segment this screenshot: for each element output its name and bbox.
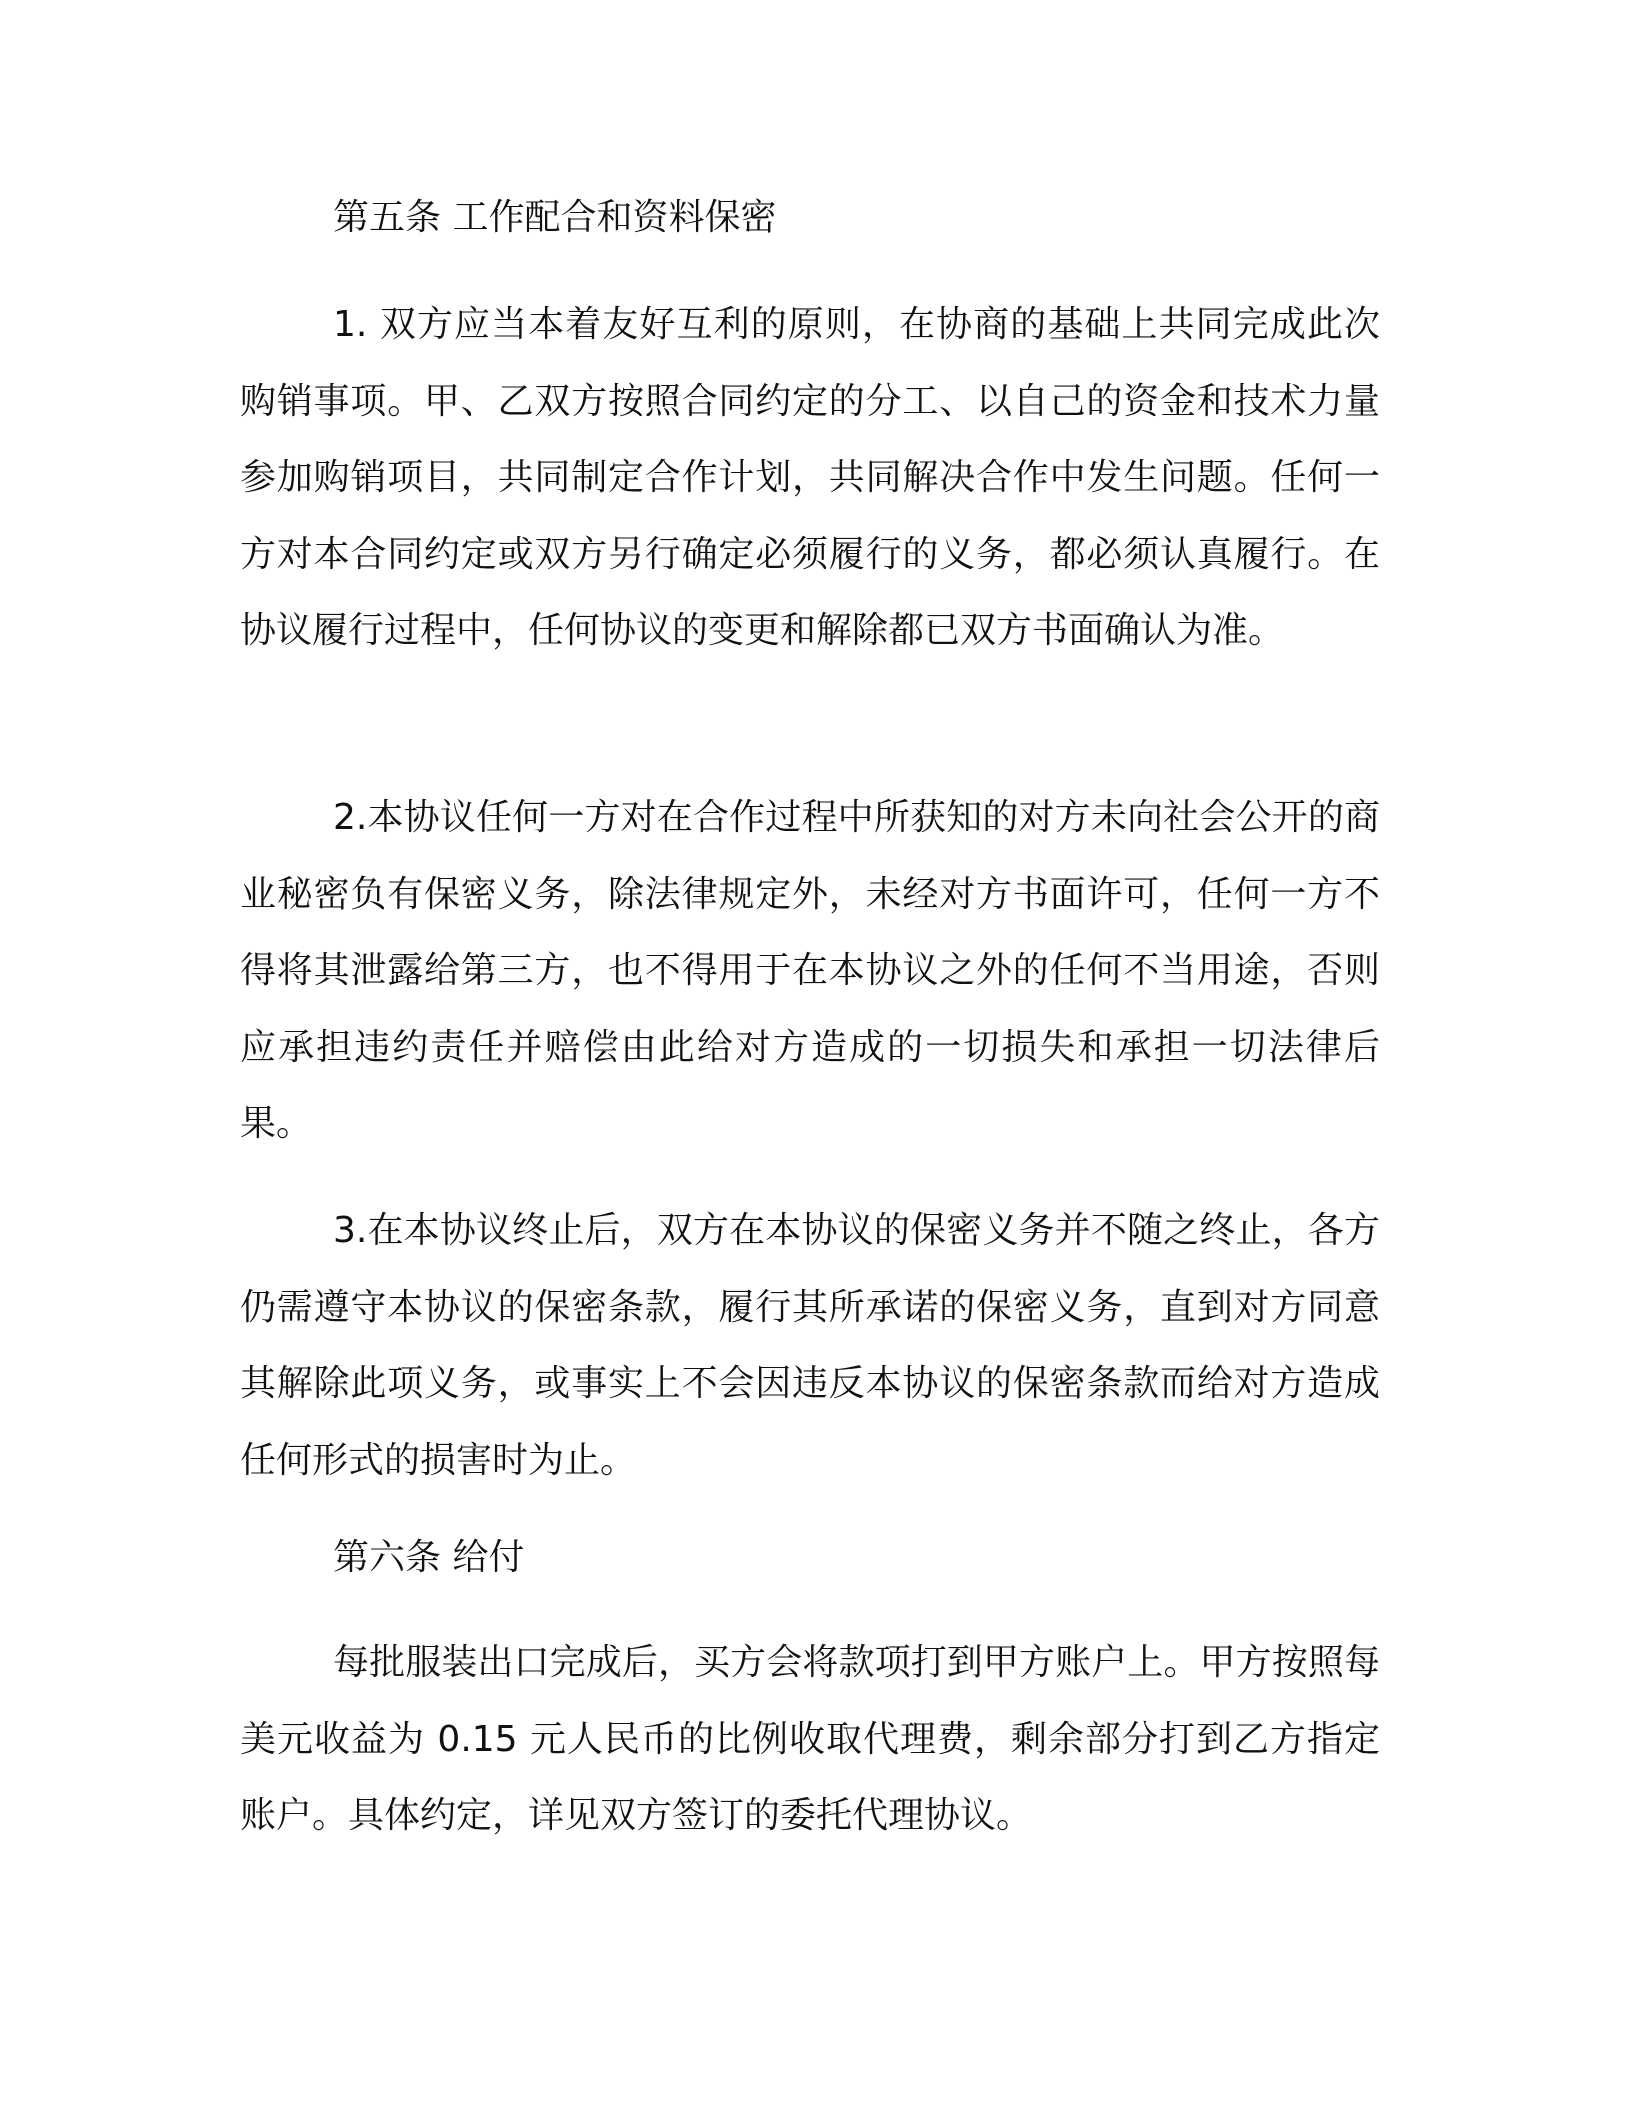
article-6-paragraph-1: 每批服装出口完成后，买方会将款项打到甲方账户上。甲方按照每美元收益为 0.15 元人民币的比例收取代理费，剩余部分打到乙方指定账户。具体约定，详见双方签订的委托代理协议。 bbox=[240, 1642, 1380, 1836]
article-5-paragraph-2: 2.本协议任何一方对在合作过程中所获知的对方未向社会公开的商业秘密负有保密义务，除法律规定外，未经对方书面许可，任何一方不得将其泄露给第三方，也不得用于在本协议之外的任何不当用途，否则应承担违约责任并赔偿由此给对方造成的一切损失和承担一切法律后果。 bbox=[240, 797, 1380, 1144]
article-5-paragraph-1: 1. 双方应当本着友好互利的原则，在协商的基础上共同完成此次购销事项。甲、乙双方按照合同约定的分工、以自己的资金和技术力量参加购销项目，共同制定合作计划，共同解决合作中发生问题。任何一方对本合同约定或双方另行确定必须履行的义务，都必须认真履行。在协议履行过程中，任何协议的变更和解除都已双方书面确认为准。 bbox=[240, 304, 1380, 651]
article-5-heading: 第五条 工作配合和资料保密 bbox=[333, 197, 777, 238]
article-5-paragraph-3: 3.在本协议终止后，双方在本协议的保密义务并不随之终止，各方仍需遵守本协议的保密条款，履行其所承诺的保密义务，直到对方同意其解除此项义务，或事实上不会因违反本协议的保密条款而给对方造成任何形式的损害时为止。 bbox=[240, 1210, 1380, 1481]
article-6-heading: 第六条 给付 bbox=[333, 1537, 525, 1578]
